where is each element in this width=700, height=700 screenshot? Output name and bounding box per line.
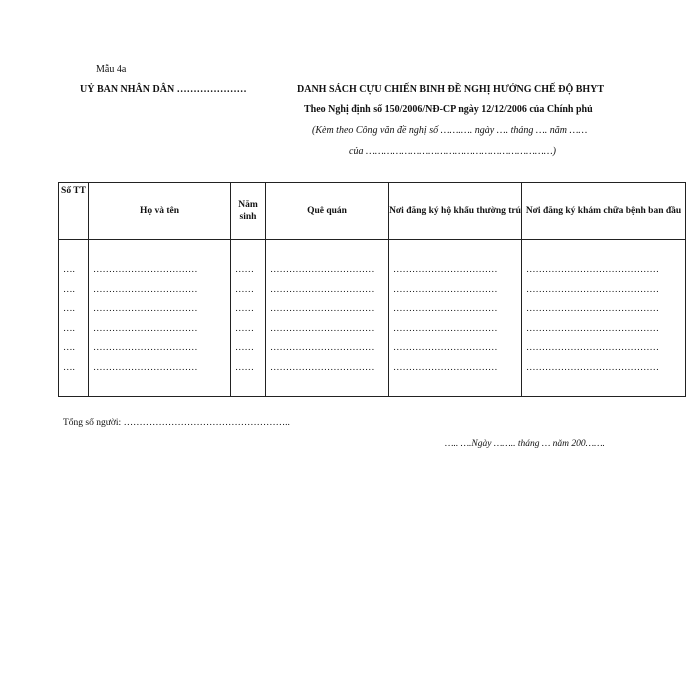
column-clinic — [522, 240, 686, 397]
birth-year-placeholder: …… — [235, 323, 254, 334]
stt-placeholder: …. — [63, 304, 75, 315]
name-placeholder: …………………………… — [93, 362, 198, 373]
residence-placeholder: …………………………… — [393, 323, 498, 334]
decree-reference: Theo Nghị định số 150/2006/NĐ-CP ngày 12/12/2006 của Chính phủ — [304, 104, 593, 115]
name-placeholder: …………………………… — [93, 304, 198, 315]
table-header-row — [59, 183, 686, 240]
clinic-placeholder: …………………………………… — [526, 343, 659, 354]
hometown-placeholder: …………………………… — [270, 362, 375, 373]
column-stt — [59, 240, 89, 397]
residence-placeholder: …………………………… — [393, 362, 498, 373]
birth-year-placeholder: …… — [235, 362, 254, 373]
birth-year-placeholder: …… — [235, 265, 254, 275]
column-name — [89, 240, 231, 397]
clinic-placeholder: …………………………………… — [526, 304, 659, 315]
table-body-row — [59, 240, 686, 397]
stt-placeholder: …. — [63, 362, 75, 373]
name-placeholder: …………………………… — [93, 343, 198, 354]
residence-placeholder: …………………………… — [393, 343, 498, 354]
date-line: ….. ….Ngày …….. tháng … năm 200……. — [445, 439, 605, 449]
name-placeholder: …………………………… — [93, 323, 198, 334]
column-residence — [389, 240, 522, 397]
clinic-placeholder: …………………………………… — [526, 362, 659, 373]
residence-placeholder: …………………………… — [393, 304, 498, 315]
stt-placeholder: …. — [63, 265, 75, 275]
hometown-placeholder: …………………………… — [270, 304, 375, 315]
residence-placeholder: …………………………… — [393, 284, 498, 295]
header-stt: Số TT — [59, 183, 89, 240]
residence-placeholder: …………………………… — [393, 265, 498, 275]
veteran-roster-table — [58, 182, 686, 397]
header-residence: Nơi đăng ký hộ khẩu thường trú — [389, 183, 522, 240]
document-title: DANH SÁCH CỰU CHIẾN BINH ĐỀ NGHỊ HƯỞNG CHẾ ĐỘ BHYT — [297, 84, 605, 95]
total-count-line: Tổng số người: …………………………………………….. — [63, 418, 290, 428]
hometown-placeholder: …………………………… — [270, 284, 375, 295]
attachment-issuer-line: của ………………………………………………………) — [349, 146, 556, 157]
header-birth-year: Năm sinh — [231, 183, 266, 240]
hometown-placeholder: …………………………… — [270, 323, 375, 334]
clinic-placeholder: …………………………………… — [526, 284, 659, 295]
clinic-placeholder: …………………………………… — [526, 323, 659, 334]
form-code: Mẫu 4a — [96, 64, 127, 75]
name-placeholder: …………………………… — [93, 284, 198, 295]
committee-line: UỶ BAN NHÂN DÂN ………………… — [80, 84, 247, 95]
header-name: Họ và tên — [89, 183, 231, 240]
clinic-placeholder: …………………………………… — [526, 265, 659, 275]
birth-year-placeholder: …… — [235, 284, 254, 295]
column-birth-year — [231, 240, 266, 397]
header-clinic: Nơi đăng ký khám chữa bệnh ban đầu — [522, 183, 686, 240]
stt-placeholder: …. — [63, 343, 75, 354]
name-placeholder: …………………………… — [93, 265, 198, 275]
stt-placeholder: …. — [63, 284, 75, 295]
column-hometown — [266, 240, 389, 397]
birth-year-placeholder: …… — [235, 343, 254, 354]
hometown-placeholder: …………………………… — [270, 265, 375, 275]
birth-year-placeholder: …… — [235, 304, 254, 315]
attachment-reference: (Kèm theo Công văn đề nghị số …….…. ngày …. tháng …. năm …… — [312, 125, 588, 136]
stt-placeholder: …. — [63, 323, 75, 334]
header-hometown: Quê quán — [266, 183, 389, 240]
hometown-placeholder: …………………………… — [270, 343, 375, 354]
